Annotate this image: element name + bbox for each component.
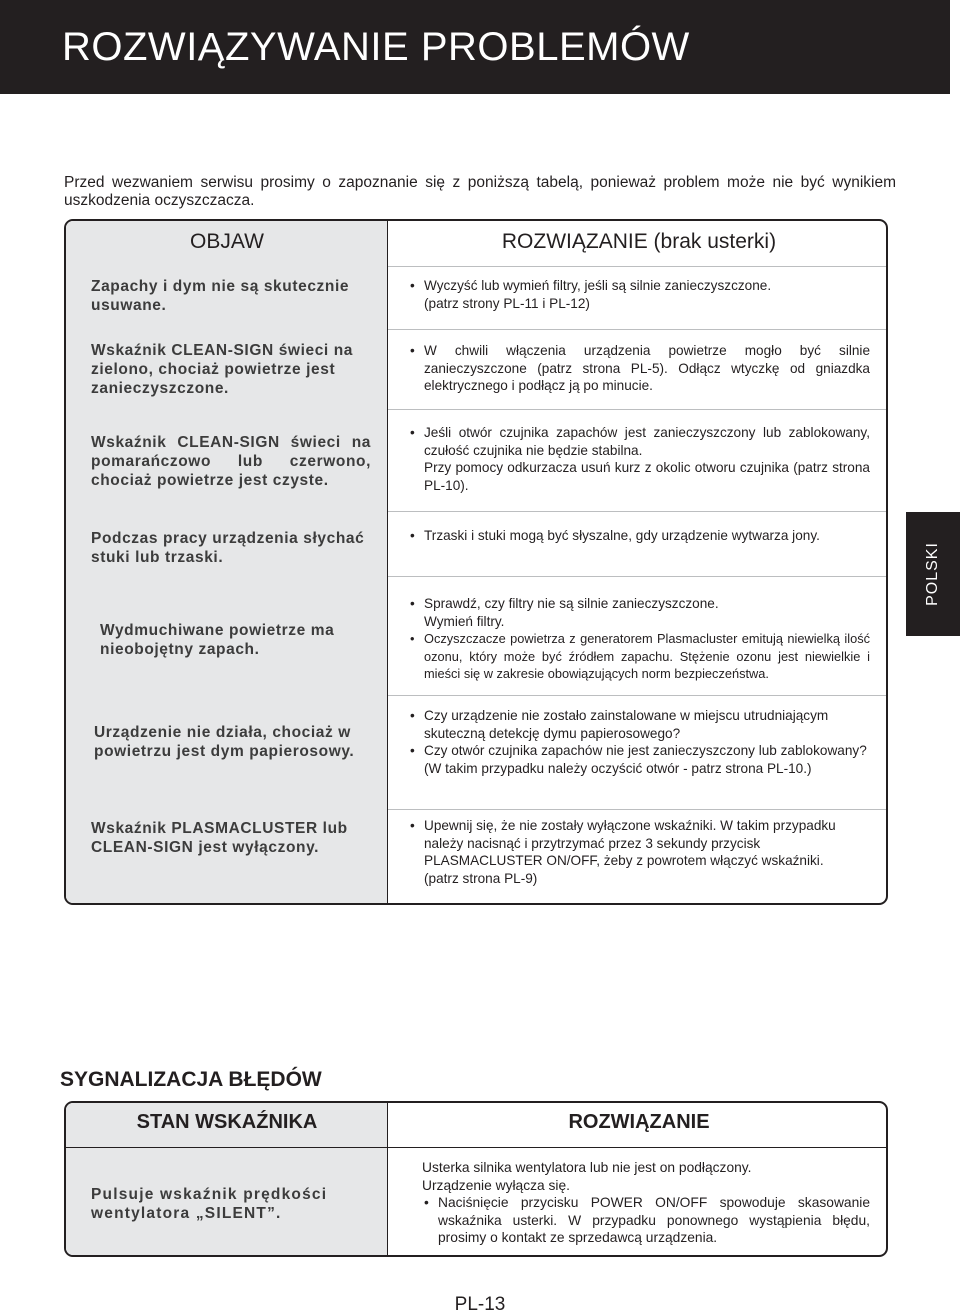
row-separator (388, 511, 888, 512)
row-separator (388, 809, 888, 810)
intro-text: Przed wezwaniem serwisu prosimy o zapoznanie się z poniższą tabelą, ponieważ problem może nie być wynikiem uszkodzenia oczyszczacza. (64, 174, 896, 209)
solution-item: Usterka silnika wentylatora lub nie jest on podłączony. (422, 1160, 752, 1175)
page-title: ROZWIĄZYWANIE PROBLEMÓW (0, 0, 950, 94)
row-separator (388, 695, 888, 696)
solution-text (408, 595, 870, 683)
row-separator (388, 266, 888, 267)
troubleshooting-table (64, 219, 888, 905)
symptom-text: Wydmuchiwane powietrze ma nieobojętny zapach. (100, 622, 335, 658)
solution-item: (patrz strona PL-9) (424, 870, 538, 886)
symptom-text: Urządzenie nie działa, chociaż w powietrzu jest dym papierosowy. (94, 724, 355, 760)
solution-item: (W takim przypadku należy oczyścić otwór - patrz strona PL-10.) (424, 760, 812, 776)
symptom-text: Wskaźnik PLASMACLUSTER lub CLEAN-SIGN jest wyłączony. (91, 820, 348, 856)
header-separator (66, 1147, 886, 1148)
row-separator (388, 409, 888, 410)
solution-item: • Oczyszczacze powietrza z generatorem Plasmacluster emitują niewielką ilość ozonu, który może być źródłem zapachu. Stężenie ozonu jest niewielkie i mieści się w zakresie obowiązujących norm bezpieczeństwa. (408, 630, 870, 683)
error-solution-text (422, 1159, 870, 1247)
symptom-header: OBJAW (190, 230, 264, 253)
section-title: SYGNALIZACJA BŁĘDÓW (60, 1068, 322, 1091)
solution-item: • Czy otwór czujnika zapachów nie jest zanieczyszczony lub zablokowany? (408, 742, 870, 760)
solution-text (408, 342, 870, 395)
solution-item: • Trzaski i stuki mogą być słyszalne, gdy urządzenie wytwarza jony. (408, 527, 870, 545)
solution-item: • Naciśnięcie przycisku POWER ON/OFF spowoduje skasowanie wskaźnika usterki. W przypadku ponownego wystąpienia błędu, prosimy o kontakt ze sprzedawcą urządzenia. (422, 1194, 870, 1247)
row-separator (388, 329, 888, 330)
state-header: STAN WSKAŹNIKA (136, 1111, 318, 1133)
page-number: PL-13 (454, 1294, 506, 1315)
symptom-text: Zapachy i dym nie są skutecznie usuwane. (91, 278, 350, 314)
solution-item: Przy pomocy odkurzacza usuń kurz z okolic otworu czujnika (patrz strona PL-10). (424, 460, 870, 493)
solution-item: Wymień filtry. (424, 613, 505, 629)
language-tab-label: POLSKI (924, 542, 941, 606)
row-separator (388, 576, 888, 577)
solution-item: • W chwili włączenia urządzenia powietrze mogło być silnie zanieczyszczone (patrz strona PL-5). Odłącz wtyczkę od gniazdka elektrycznego i podłącz ją po minucie. (408, 342, 870, 395)
solution-item: (patrz strony PL-11 i PL-12) (424, 295, 590, 311)
solution-item: • Wyczyść lub wymień filtry, jeśli są silnie zanieczyszczone. (408, 277, 878, 295)
solution-text (408, 707, 870, 777)
symptom-text: Wskaźnik CLEAN-SIGN świeci na zielono, chociaż powietrze jest zanieczyszczone. (91, 342, 354, 397)
state-text: Pulsuje wskaźnik prędkości wentylatora „SILENT”. (91, 1186, 328, 1222)
solution-item: • Czy urządzenie nie zostało zainstalowane w miejscu utrudniającym skuteczną detekcję dymu papierosowego? (408, 707, 870, 742)
solution-item: Urządzenie wyłącza się. (422, 1177, 570, 1193)
solution-text (408, 424, 870, 494)
solution-item: • Sprawdź, czy filtry nie są silnie zanieczyszczone. (408, 595, 870, 613)
solution-header: ROZWIĄZANIE (brak usterki) (501, 230, 777, 253)
solution-text (408, 277, 878, 312)
error-solution-header: ROZWIĄZANIE (568, 1111, 710, 1133)
error-table (64, 1101, 888, 1257)
solution-item: • Jeśli otwór czujnika zapachów jest zanieczyszczony lub zablokowany, czułość czujnika nie będzie stabilna. (408, 424, 870, 459)
symptom-text: Podczas pracy urządzenia słychać stuki lub trzaski. (91, 530, 365, 566)
solution-text (408, 817, 870, 887)
solution-item: • Upewnij się, że nie zostały wyłączone wskaźniki. W takim przypadku należy nacisnąć i przytrzymać przez 3 sekundy przycisk PLASMACLUSTER ON/OFF, żeby z powrotem włączyć wskaźniki. (408, 817, 870, 870)
language-tab (906, 512, 960, 636)
symptom-text: Wskaźnik CLEAN-SIGN świeci na pomarańczowo lub czerwono, chociaż powietrze jest czyste. (91, 434, 371, 489)
solution-text (408, 527, 870, 545)
